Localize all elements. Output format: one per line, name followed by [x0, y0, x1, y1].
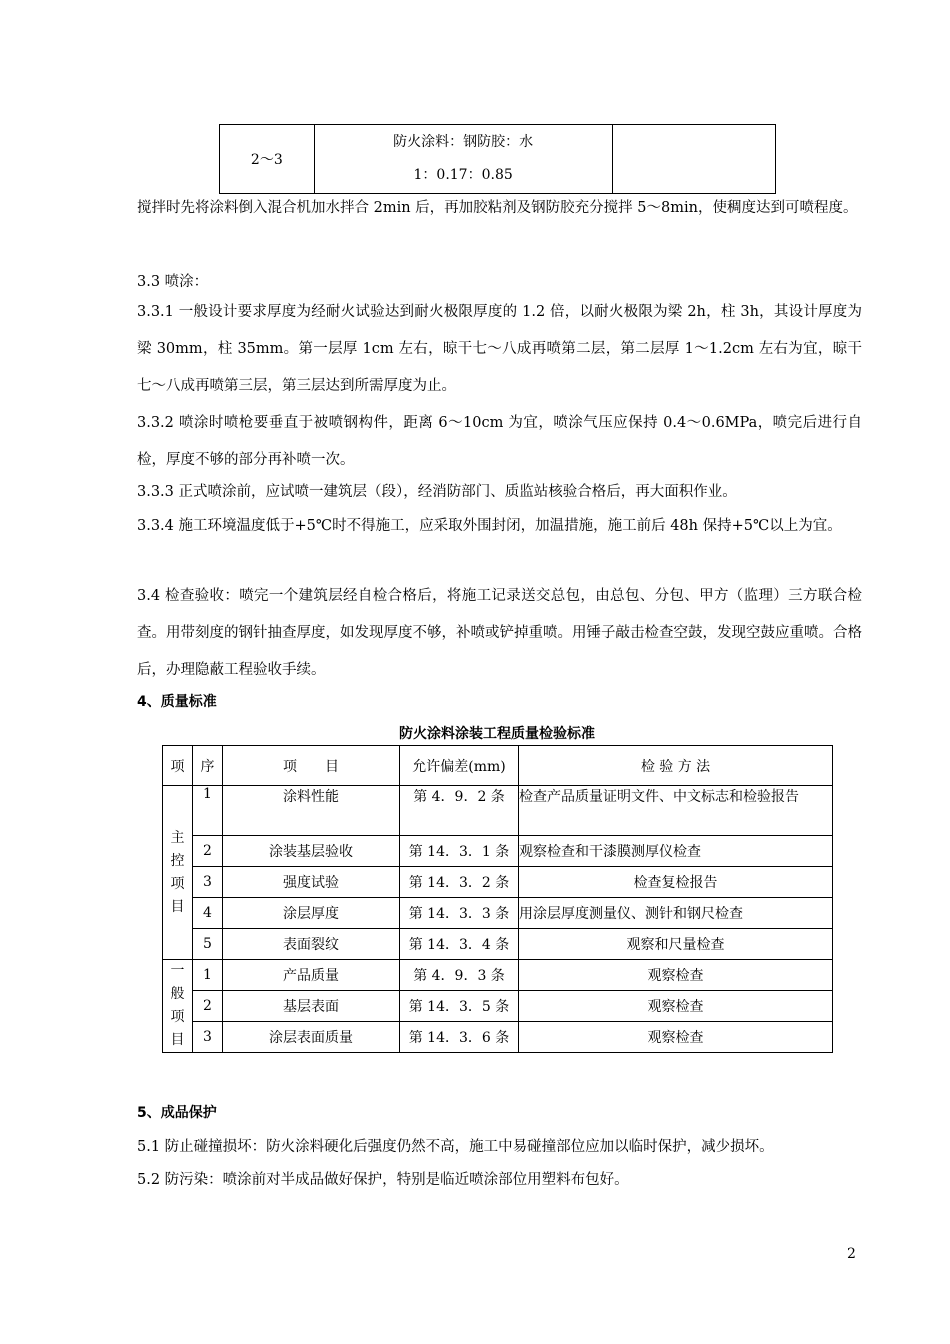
row-item: 产品质量	[223, 960, 400, 991]
group-char: 目	[170, 1032, 185, 1048]
table-row	[163, 1022, 833, 1053]
table-header-row	[163, 746, 833, 786]
row-item: 涂料性能	[223, 786, 400, 836]
row-ref: 第 14．3．4 条	[400, 929, 519, 960]
formula-line-1: 防火涂料：钢防胶：水	[393, 134, 534, 150]
row-method: 观察检查	[519, 960, 833, 991]
row-method: 观察检查	[519, 991, 833, 1022]
row-method: 用涂层厚度测量仪、测针和钢尺检查	[519, 898, 833, 929]
row-ref: 第 4．9．2 条	[400, 786, 519, 836]
row-ref: 第 14．3．5 条	[400, 991, 519, 1022]
paragraph-5-1: 5.1 防止碰撞损坏：防火涂料硬化后强度仍然不高，施工中易碰撞部位应加以临时保护，减少损坏。	[137, 1139, 774, 1155]
section-4-heading: 4、质量标准	[137, 694, 217, 710]
table-row	[220, 125, 776, 194]
table-row	[163, 929, 833, 960]
page-number: 2	[847, 1246, 856, 1262]
formula-line-2: 1：0.17：0.85	[413, 167, 513, 183]
table-row	[163, 836, 833, 867]
paragraph-mixing: 搅拌时先将涂料倒入混合机加水拌合 2min 后，再加胶粘剂及钢防胶充分搅拌 5～8min，使稠度达到可喷程度。	[137, 200, 858, 216]
quality-table-title: 防火涂料涂装工程质量检验标准	[399, 726, 595, 742]
paragraph-3-3-1: 3.3.1 一般设计要求厚度为经耐火试验达到耐火极限厚度的 1.2 倍，以耐火极限为梁 2h，柱 3h，其设计厚度为梁 30mm，柱 35mm。第一层厚 1cm 左右，晾干七～八成再喷第二层，第二层厚 1～1.2cm 左右为宜，晾干七～八成再喷第三层，第三层达到所需厚度为止。	[137, 304, 862, 394]
ratio-label-cell: 2～3	[220, 125, 315, 194]
paragraph-3-3-2: 3.3.2 喷涂时喷枪要垂直于被喷钢构件，距离 6～10cm 为宜，喷涂气压应保持 0.4～0.6MPa，喷完后进行自检，厚度不够的部分再补喷一次。	[137, 415, 862, 468]
table-row	[163, 786, 833, 836]
row-item: 涂装基层验收	[223, 836, 400, 867]
row-number: 3	[193, 867, 223, 898]
quality-standard-table	[162, 745, 833, 1053]
row-number: 4	[193, 898, 223, 929]
group-char: 目	[170, 898, 185, 915]
row-number: 5	[193, 929, 223, 960]
group-char: 一	[170, 963, 185, 979]
header-category: 项	[163, 746, 193, 786]
row-item: 涂层表面质量	[223, 1022, 400, 1053]
row-method: 观察检查和干漆膜测厚仪检查	[519, 836, 833, 867]
table-row	[163, 991, 833, 1022]
group-char: 般	[170, 986, 185, 1002]
mix-ratio-table	[219, 124, 776, 194]
row-number: 3	[193, 1022, 223, 1053]
row-number: 2	[193, 836, 223, 867]
row-ref: 第 4．9．3 条	[400, 960, 519, 991]
row-ref: 第 14．3．1 条	[400, 836, 519, 867]
row-ref: 第 14．3．6 条	[400, 1022, 519, 1053]
paragraph-spray-heading: 3.3 喷涂：	[137, 274, 209, 290]
row-method: 观察和尺量检查	[519, 929, 833, 960]
header-number: 序	[193, 746, 223, 786]
row-item: 强度试验	[223, 867, 400, 898]
row-method: 检查复检报告	[519, 867, 833, 898]
paragraph-3-3-3: 3.3.3 正式喷涂前，应试喷一建筑层（段），经消防部门、质监站核验合格后，再大面积作业。	[137, 484, 737, 500]
row-ref: 第 14．3．2 条	[400, 867, 519, 898]
header-method: 检 验 方 法	[519, 746, 833, 786]
row-ref: 第 14．3．3 条	[400, 898, 519, 929]
section-5-heading: 5、成品保护	[137, 1105, 217, 1121]
header-tolerance: 允许偏差(mm)	[400, 746, 519, 786]
row-item: 涂层厚度	[223, 898, 400, 929]
row-item: 表面裂纹	[223, 929, 400, 960]
row-number: 1	[193, 786, 223, 836]
row-number: 1	[193, 960, 223, 991]
row-number: 2	[193, 991, 223, 1022]
group-main-control	[163, 786, 193, 960]
group-char: 主	[170, 829, 185, 846]
table-row	[163, 960, 833, 991]
header-item: 项 目	[223, 746, 400, 786]
row-item: 基层表面	[223, 991, 400, 1022]
paragraph-3-3-4: 3.3.4 施工环境温度低于+5℃时不得施工，应采取外围封闭，加温措施，施工前后 48h 保持+5℃以上为宜。	[137, 518, 842, 534]
row-method: 检查产品质量证明文件、中文标志和检验报告	[519, 786, 833, 836]
table-row	[163, 867, 833, 898]
group-char: 项	[170, 1009, 185, 1025]
paragraph-5-2: 5.2 防污染：喷涂前对半成品做好保护，特别是临近喷涂部位用塑料布包好。	[137, 1172, 629, 1188]
formula-cell	[314, 125, 612, 194]
notes-cell	[612, 125, 775, 194]
row-method: 观察检查	[519, 1022, 833, 1053]
group-general	[163, 960, 193, 1053]
group-char: 控	[170, 852, 185, 869]
table-row	[163, 898, 833, 929]
group-char: 项	[170, 875, 185, 892]
paragraph-3-4: 3.4 检查验收：喷完一个建筑层经自检合格后，将施工记录送交总包，由总包、分包、甲方（监理）三方联合检查。用带刻度的钢针抽查厚度，如发现厚度不够，补喷或铲掉重喷。用锤子敲击检查空鼓，发现空鼓应重喷。合格后，办理隐蔽工程验收手续。	[137, 588, 862, 678]
